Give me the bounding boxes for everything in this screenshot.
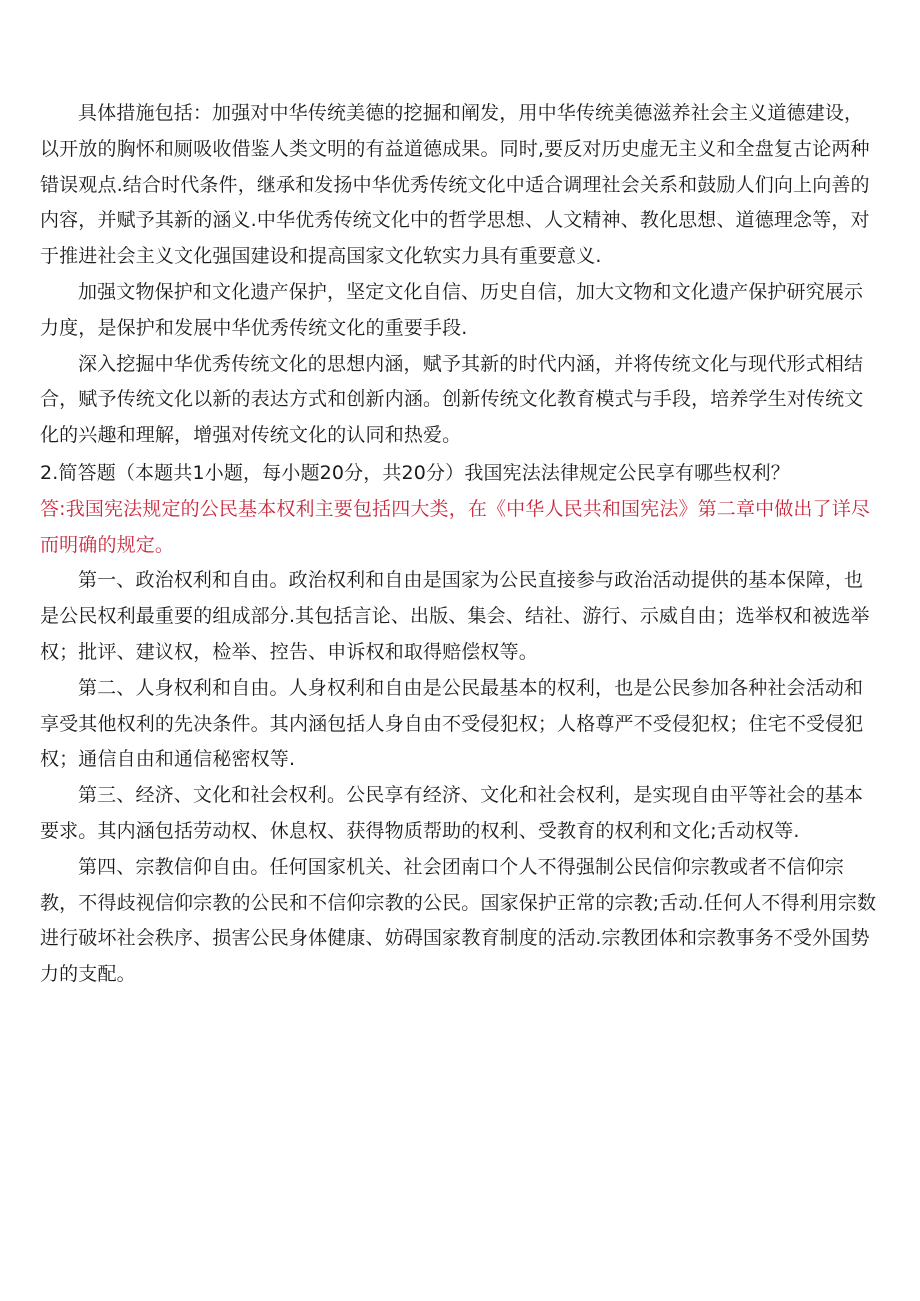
question-heading: 2.简答题（本题共1小题，每小题20分，共20分）我国宪法法律规定公民享有哪些权利？: [40, 461, 790, 484]
paragraph-innovation: 深入挖掘中华优秀传统文化的思想内涵，赋予其新的时代内涵，并将传统文化与现代形式相结合，赋予传统文化以新的表达方式和创新内涵。创新传统文化教育模式与手段，培养学生对传统文化的兴趣和理解，增强对传统文化的认同和热爱。: [40, 352, 864, 447]
answer-intro: 答:我国宪法规定的公民基本权利主要包括四大类，在《中华人民共和国宪法》第二章中做出了详尽而明确的规定。: [40, 497, 871, 556]
answer-item-political: 第一、政治权利和自由。政治权利和自由是国家为公民直接参与政治活动提供的基本保障，也是公民权利最重要的组成部分.其包括言论、出版、集会、结社、游行、示威自由；选举权和被选举权；批评、建议权，检举、控告、申诉权和取得赔偿权等。: [40, 569, 870, 663]
paragraph-heritage: 加强文物保护和文化遗产保护，坚定文化自信、历史自信，加大文物和文化遗产保护研究展示力度，是保护和发展中华优秀传统文化的重要手段.: [40, 280, 864, 339]
paragraph-measures: 具体措施包括：加强对中华传统美德的挖掘和阐发，用中华传统美德滋养社会主义道德建设，以开放的胸怀和厕吸收借鉴人类文明的有益道德成果。同时,要反对历史虚无主义和全盘复古论两种错误观点.结合时代条件，继承和发扬中华优秀传统文化中适合调理社会关系和鼓励人们向上向善的内容，并赋予其新的涵义.中华优秀传统文化中的哲学思想、人文精神、教化思想、道德理念等，对于推进社会主义文化强国建设和提高国家文化软实力具有重要意义.: [40, 102, 870, 268]
answer-item-economic: 第三、经济、文化和社会权利。公民享有经济、文化和社会权利，是实现自由平等社会的基本要求。其内涵包括劳动权、休息权、获得物质帮助的权利、受教育的权利和文化;舌动权等.: [40, 784, 864, 842]
answer-item-personal: 第二、人身权利和自由。人身权利和自由是公民最基本的权利，也是公民参加各种社会活动和享受其他权利的先决条件。其内涵包括人身自由不受侵犯权；人格尊严不受侵犯权；住宅不受侵犯权；通信自由和通信秘密权等.: [40, 676, 864, 771]
answer-item-religion: 第四、宗教信仰自由。任何国家机关、社会团南口个人不得强制公民信仰宗教或者不信仰宗教，不得歧视信仰宗教的公民和不信仰宗教的公民。国家保护正常的宗教;舌动.任何人不得利用宗数进行破坏社会秩序、损害公民身体健康、妨碍国家教育制度的活动.宗教团体和宗教事务不受外国势力的支配。: [40, 855, 877, 986]
